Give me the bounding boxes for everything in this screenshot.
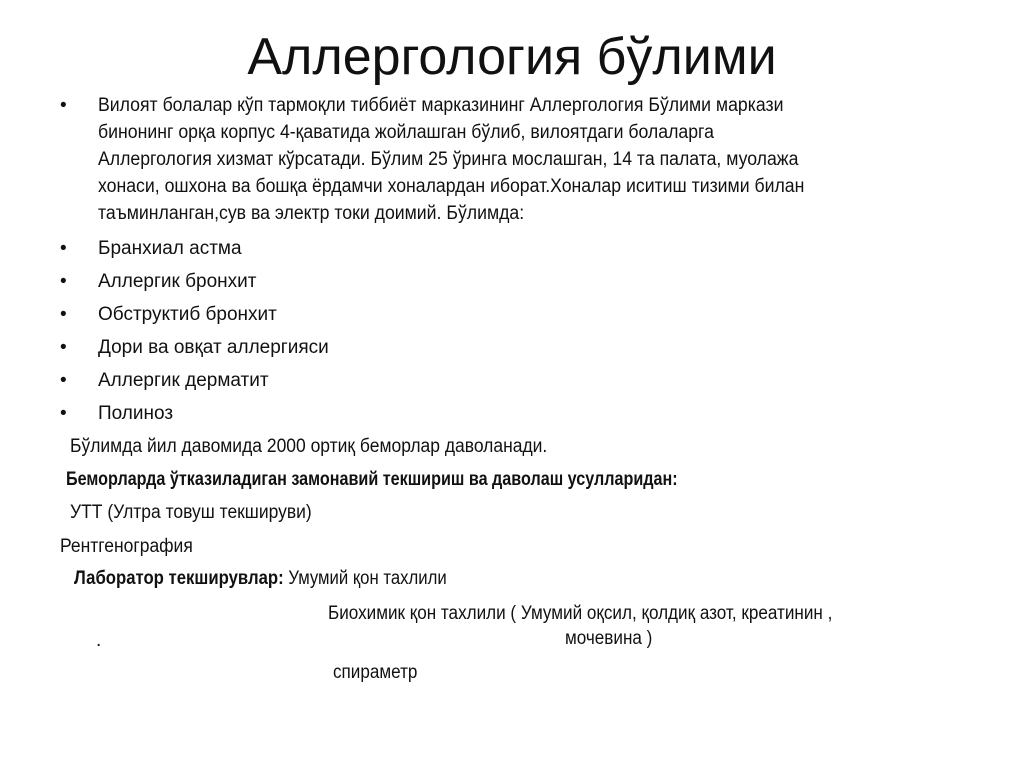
- bullet-icon: •: [60, 337, 67, 358]
- disease-item: Бранхиал астма: [98, 238, 242, 259]
- patients-text: Бўлимда йил давомида 2000 ортиқ беморлар даволанади.: [70, 436, 548, 457]
- bullet-icon: •: [60, 95, 67, 116]
- method-xray: [60, 534, 204, 560]
- disease-item: Дори ва овқат аллергияси: [98, 337, 329, 358]
- intro-text: бинонинг орқа корпус 4-қаватида жойлашган бўлиб, вилоятдаги болаларга: [98, 122, 714, 143]
- stray-dot: .: [96, 630, 102, 651]
- disease-item: Полиноз: [98, 403, 174, 424]
- method-text: Рентгенография: [60, 536, 193, 557]
- intro-text: Аллергология хизмат кўрсатади. Бўлим 25 ўринга мослашган, 14 та палата, муолажа: [98, 149, 799, 170]
- intro-text: хонаси, ошхона ва бошқа ёрдамчи хоналардан иборат.Хоналар иситиш тизими билан: [98, 176, 805, 197]
- intro-text: Вилоят болалар кўп тармоқли тиббиёт марказининг Аллергология Бўлими маркази: [98, 95, 784, 116]
- method-text: УТТ (Ултра товуш текшируви): [70, 502, 312, 523]
- intro-line: [98, 174, 858, 200]
- intro-text: таъминланган,сув ва электр токи доимий. Бўлимда:: [98, 203, 525, 224]
- disease-item: Аллергик бронхит: [98, 271, 257, 292]
- lab-tests-line: [74, 566, 498, 592]
- bullet-icon: •: [60, 271, 67, 292]
- intro-line: [98, 93, 835, 119]
- disease-item: Обструктиб бронхит: [98, 304, 277, 325]
- patients-line: [70, 434, 589, 460]
- method-ultrasound: [70, 500, 333, 526]
- spirometry-text: спираметр: [333, 662, 418, 683]
- methods-heading-text: Беморларда ўтказиладиган замонавий текшириш ва даволаш усулларидан:: [66, 469, 678, 490]
- intro-line: [98, 147, 851, 173]
- bullet-icon: •: [60, 370, 67, 391]
- disease-item: Аллергик дерматит: [98, 370, 269, 391]
- bullet-icon: •: [60, 403, 67, 424]
- lab-label: Лаборатор текширувлар:: [74, 568, 284, 589]
- lab-biochem-text: Биохимик қон тахлили ( Умумий оқсил, қолдиқ азот, креатинин ,: [328, 603, 833, 624]
- intro-line: [98, 120, 760, 146]
- lab-biochem-cont: [565, 626, 662, 652]
- slide-title: Аллергология бўлими: [247, 28, 777, 86]
- spirometry: [333, 660, 427, 686]
- intro-line: [98, 201, 556, 227]
- lab-biochem-cont-text: мочевина ): [565, 628, 653, 649]
- lab-biochem: [328, 601, 888, 627]
- lab-general: Умумий қон тахлили: [288, 568, 447, 589]
- methods-heading: [66, 467, 786, 493]
- bullet-icon: •: [60, 304, 67, 325]
- bullet-icon: •: [60, 238, 67, 259]
